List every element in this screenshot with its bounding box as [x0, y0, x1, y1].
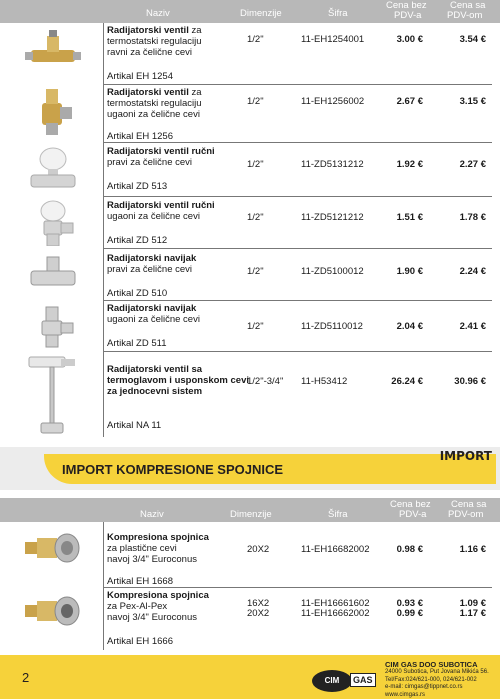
lockshield-angle-image [8, 303, 98, 351]
valve-manual-straight-image [8, 145, 98, 195]
product-price-gross: 2.27 € [459, 159, 486, 170]
product-desc1: za plastične cevi [107, 543, 177, 554]
product-article: Artikal ZD 511 [107, 338, 167, 349]
col-naziv: Naziv [146, 8, 170, 19]
col-dimenzije: Dimenzije [240, 8, 282, 19]
col-price-net-1: Cena bez [386, 0, 427, 11]
product-row [0, 588, 500, 650]
product-code-2: 11-EH16662002 [301, 608, 370, 619]
product-price-gross: 30.96 € [454, 376, 486, 387]
col-price-gross-2: PDV-om [448, 509, 484, 520]
product-price-gross: 3.15 € [459, 96, 486, 107]
product-title: Radijatorski ventil ručni [107, 200, 215, 211]
col-sifra: Šifra [328, 509, 348, 520]
product-row [0, 352, 500, 437]
product-article: Artikal ZD 512 [107, 235, 168, 246]
valve-straight-image [8, 27, 98, 77]
col-price-net-2: PDV-a [394, 10, 422, 21]
product-desc2: ugaoni za čelične cevi [107, 211, 200, 222]
product-price-gross: 2.24 € [459, 266, 486, 277]
product-price-gross: 1.09 € [459, 598, 486, 609]
product-price-net: 1.51 € [396, 212, 423, 223]
company-phone: Tel/Fax:024/621-000, 024/621-002 [385, 676, 477, 683]
product-article: Artikal EH 1666 [107, 636, 174, 647]
product-article: Artikal ZD 513 [107, 181, 168, 192]
product-desc1: za [191, 87, 202, 98]
product-dim: 1/2" [247, 321, 264, 332]
product-title: Radijatorski navijak [107, 303, 197, 314]
product-price-net-2: 0.99 € [396, 608, 423, 619]
product-price-net: 2.04 € [396, 321, 423, 332]
col-price-gross-1: Cena sa [451, 499, 487, 510]
product-article: Artikal ZD 510 [107, 288, 168, 299]
product-desc2: termostatski regulaciju [107, 36, 202, 47]
product-desc3: ravni za čelične cevi [107, 47, 193, 58]
product-code: 11-ZD5100012 [301, 266, 364, 277]
company-logo-gas: GAS [350, 673, 376, 687]
product-desc2: navoj 3/4" Euroconus [107, 612, 197, 623]
product-dim-2: 20X2 [247, 608, 270, 619]
company-website: www.cimgas.rs [385, 691, 426, 698]
product-row [0, 143, 500, 197]
product-row [0, 197, 500, 249]
product-price-gross: 1.78 € [459, 212, 486, 223]
company-info [385, 660, 489, 699]
product-code: 11-EH16661602 [301, 598, 370, 609]
product-dim: 1/2" [247, 266, 264, 277]
product-desc2: termostatski regulaciju [107, 98, 202, 109]
product-desc2: navoj 3/4" Euroconus [107, 554, 197, 565]
product-code: 11-EH1254001 [301, 34, 365, 45]
product-article: Artikal NA 11 [107, 420, 162, 431]
product-code: 11-ZD5121212 [301, 212, 364, 223]
product-code: 11-ZD5131212 [301, 159, 364, 170]
compression-fitting-image [8, 530, 98, 566]
col-naziv: Naziv [140, 509, 164, 520]
product-title: Radijatorski ventil [107, 25, 189, 36]
section-title: IMPORT KOMPRESIONE SPOJNICE [62, 462, 284, 477]
product-code: 11-EH1256002 [301, 96, 365, 107]
col-dimenzije: Dimenzije [230, 509, 272, 520]
product-price-net: 1.90 € [396, 266, 423, 277]
company-address: 24000 Subotica, Put Jovana Mikića 56. [385, 669, 489, 675]
product-price-net: 1.92 € [396, 159, 423, 170]
product-article: Artikal EH 1256 [107, 131, 174, 142]
col-sifra: Šifra [328, 8, 348, 19]
lockshield-straight-image [8, 251, 98, 299]
product-row [0, 522, 500, 588]
product-dim: 20X2 [247, 544, 270, 555]
col-price-gross-1: Cena sa [450, 0, 486, 11]
valve-manual-angle-image [8, 198, 98, 248]
section-banner [0, 447, 500, 490]
product-title: Kompresiona spojnica [107, 532, 209, 543]
product-price-net: 0.93 € [396, 598, 423, 609]
product-desc1: za Pex-Al-Pex [107, 601, 168, 612]
table-header [0, 498, 500, 522]
product-dim: 1/2" [247, 96, 264, 107]
product-row [0, 23, 500, 85]
col-price-gross-2: PDV-om [447, 10, 483, 21]
product-row [0, 301, 500, 352]
product-row [0, 249, 500, 301]
compression-fitting-pex-image [8, 592, 98, 630]
product-title: Kompresiona spojnica [107, 590, 209, 601]
valve-angle-image [8, 87, 98, 137]
product-price-gross: 3.54 € [459, 34, 486, 45]
product-dim: 1/2" [247, 212, 264, 223]
company-logo: CIM [312, 670, 352, 692]
product-desc3: ugaoni za čelične cevi [107, 109, 200, 120]
product-article: Artikal EH 1254 [107, 71, 174, 82]
product-price-net: 26.24 € [391, 376, 423, 387]
product-price-gross-2: 1.17 € [459, 608, 486, 619]
product-code: 11-ZD5110012 [301, 321, 363, 332]
product-dim: 1/2" [247, 159, 264, 170]
page-number: 2 [22, 670, 30, 685]
import-logo: IMPORT [439, 449, 492, 463]
col-price-net-2: PDV-a [399, 509, 427, 520]
product-dim: 1/2"-3/4" [247, 376, 284, 387]
product-code: 11-H53412 [301, 376, 348, 387]
product-price-gross: 1.16 € [459, 544, 486, 555]
product-title: Radijatorski ventil sa termoglavom i usponskom cevi za jednocevni sistem [107, 364, 250, 397]
company-email: e-mail: cimgas@tippnet.co.rs [385, 684, 463, 690]
product-article: Artikal EH 1668 [107, 576, 174, 587]
product-dim: 16X2 [247, 598, 270, 609]
col-price-net-1: Cena bez [390, 499, 431, 510]
footer [0, 655, 500, 699]
product-dim: 1/2" [247, 34, 264, 45]
product-price-net: 0.98 € [396, 544, 423, 555]
product-price-gross: 2.41 € [459, 321, 486, 332]
table-header [0, 0, 500, 23]
product-code: 11-EH16682002 [301, 544, 370, 555]
valve-riser-image [8, 354, 98, 436]
product-desc1: za [191, 25, 202, 36]
product-price-net: 3.00 € [396, 34, 423, 45]
product-desc2: pravi za čelične cevi [107, 157, 193, 168]
product-desc2: pravi za čelične cevi [107, 264, 193, 275]
company-name: CIM GAS DOO SUBOTICA [385, 660, 478, 669]
product-desc2: ugaoni za čelične cevi [107, 314, 200, 325]
product-price-net: 2.67 € [396, 96, 423, 107]
product-title: Radijatorski ventil ručni [107, 146, 215, 157]
product-row [0, 85, 500, 143]
product-title: Radijatorski ventil [107, 87, 189, 98]
product-title: Radijatorski navijak [107, 253, 197, 264]
